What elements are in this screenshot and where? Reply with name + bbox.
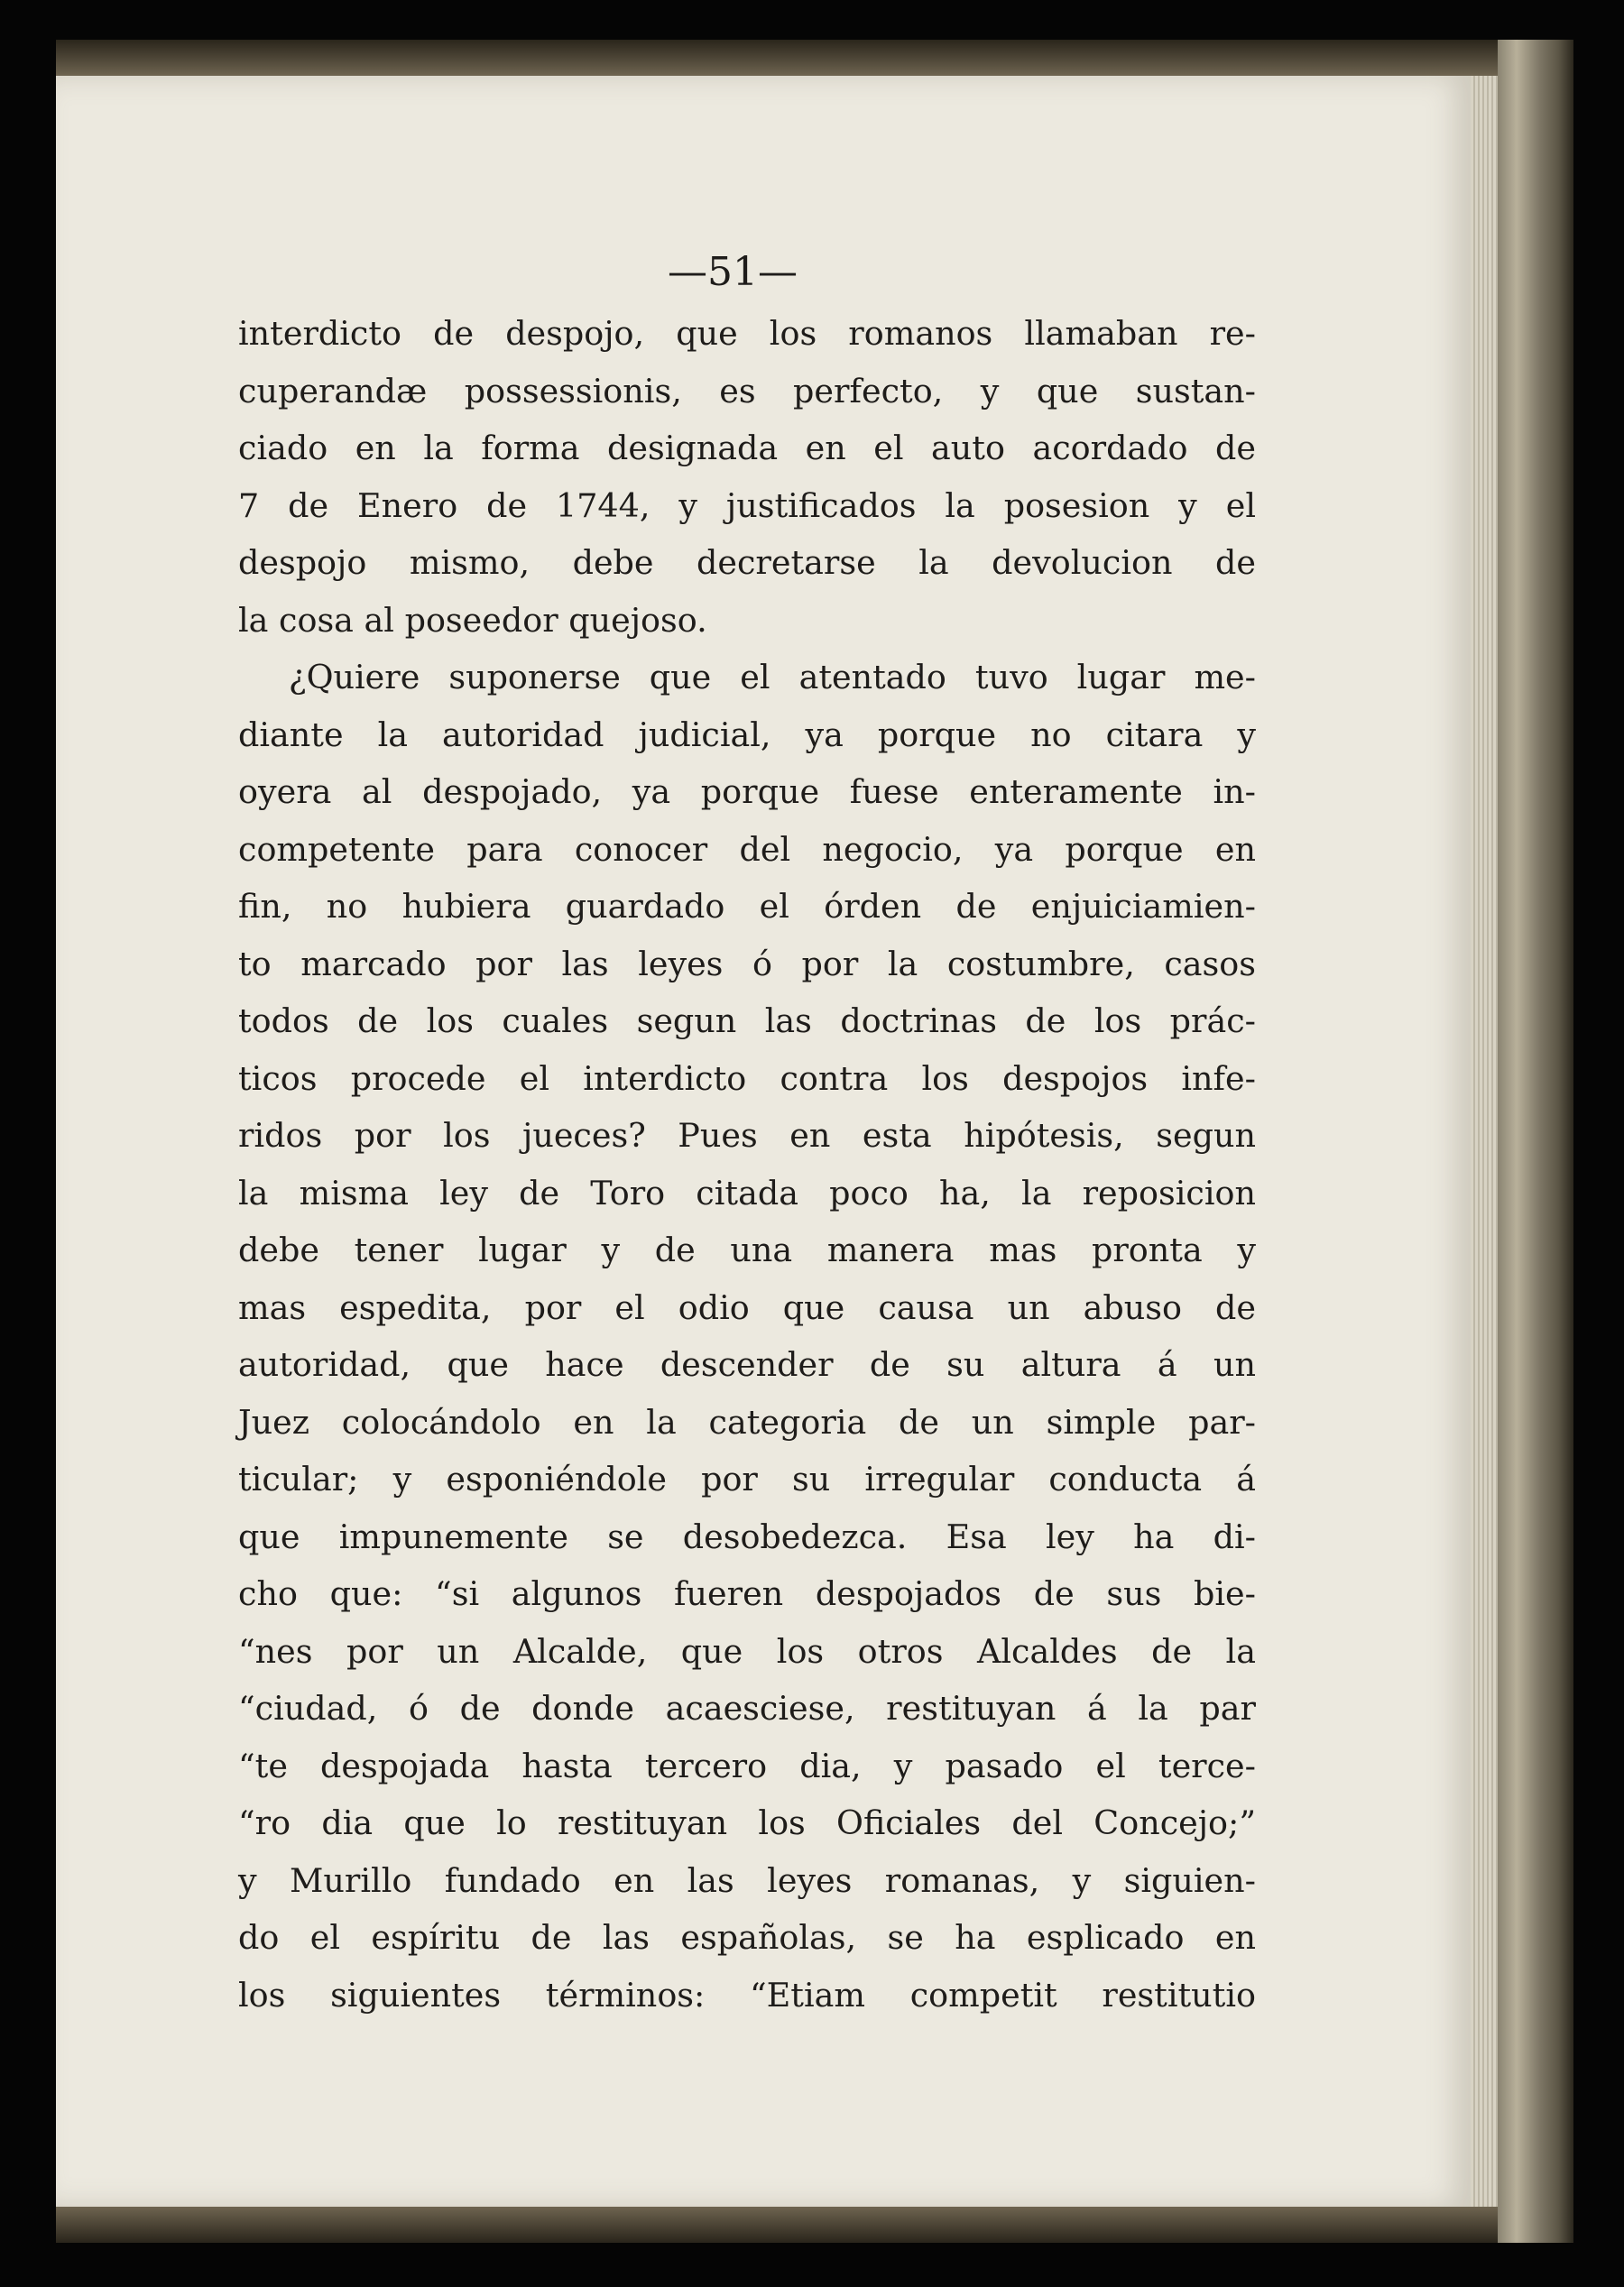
- text-line: ¿Quiere suponerse que el atentado tuvo lugar me-: [289, 658, 1256, 696]
- text-line: 7 de Enero de 1744, y justificados la posesion y el: [238, 485, 1256, 525]
- text-line: debe tener lugar y de una manera mas pronta y: [238, 1231, 1256, 1269]
- text-line: la misma ley de Toro citada poco ha, la reposicion: [238, 1173, 1256, 1213]
- text-line: todos de los cuales segun las doctrinas de los prác-: [238, 1001, 1256, 1040]
- cover-right-edge: [1498, 40, 1573, 2243]
- text-line: ciado en la forma designada en el auto acordado de: [238, 429, 1256, 467]
- text-line: do el espíritu de las españolas, se ha esplicado en: [238, 1918, 1256, 1957]
- cover-bottom-edge: [56, 2207, 1573, 2243]
- page-number: —51—: [668, 249, 798, 295]
- text-line: cho que: “si algunos fueren despojados de sus bie-: [238, 1574, 1256, 1613]
- text-line: interdicto de despojo, que los romanos llamaban re-: [238, 314, 1256, 353]
- text-line: despojo mismo, debe decretarse la devolucion de: [238, 543, 1256, 582]
- text-line: ticular; y esponiéndole por su irregular conducta á: [238, 1460, 1256, 1499]
- text-line: y Murillo fundado en las leyes romanas, y siguien-: [238, 1860, 1256, 1900]
- text-line: ridos por los jueces? Pues en esta hipótesis, segun: [238, 1116, 1256, 1155]
- cover-top-edge: [56, 40, 1573, 76]
- text-line: ticos procede el interdicto contra los despojos infe-: [238, 1058, 1256, 1098]
- book: [56, 40, 1573, 2243]
- text-line: “te despojada hasta tercero dia, y pasado el terce-: [238, 1746, 1256, 1785]
- text-line: fin, no hubiera guardado el órden de enjuiciamien-: [238, 887, 1256, 926]
- text-line: diante la autoridad judicial, ya porque no citara y: [238, 715, 1256, 754]
- text-line: “nes por un Alcalde, que los otros Alcaldes de la: [238, 1631, 1256, 1671]
- text-line: “ciudad, ó de donde acaesciese, restituyan á la par: [238, 1689, 1256, 1728]
- paragraph-1: [238, 305, 1256, 649]
- text-line: la cosa al poseedor quejoso.: [238, 600, 707, 640]
- text-line: mas espedita, por el odio que causa un abuso de: [238, 1287, 1256, 1327]
- paragraph-2: [238, 649, 1256, 2024]
- text-line: cuperandæ possessionis, es perfecto, y que sustan-: [238, 371, 1256, 410]
- text-line: to marcado por las leyes ó por la costumbre, casos: [238, 944, 1256, 983]
- book-page: [56, 76, 1471, 2207]
- text-line: Juez colocándolo en la categoria de un simple par-: [238, 1402, 1256, 1442]
- text-line: autoridad, que hace descender de su altura á un: [238, 1345, 1256, 1384]
- text-line: los siguientes términos: “Etiam competit restitutio: [238, 1975, 1256, 2015]
- body-text: [238, 305, 1256, 2024]
- text-line: que impunemente se desobedezca. Esa ley ha di-: [238, 1517, 1256, 1556]
- page-stack-edges: [1471, 76, 1498, 2207]
- text-line: oyera al despojado, ya porque fuese enteramente in-: [238, 772, 1256, 811]
- text-line: “ro dia que lo restituyan los Oficiales del Concejo;”: [238, 1803, 1256, 1842]
- text-line: competente para conocer del negocio, ya porque en: [238, 829, 1256, 869]
